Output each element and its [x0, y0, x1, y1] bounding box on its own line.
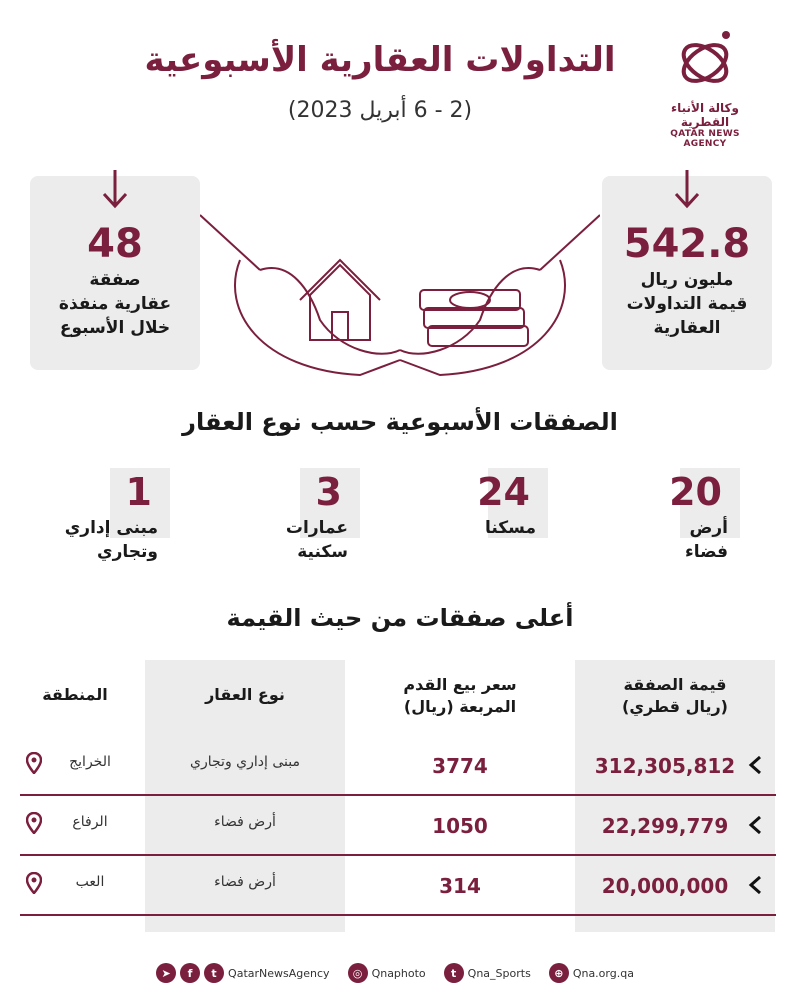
location-pin-icon — [26, 752, 42, 774]
deal-region: الخرايج — [69, 754, 111, 770]
deal-value: 312,305,812 — [594, 754, 736, 778]
deal-value: 22,299,779 — [601, 814, 729, 838]
globe-icon[interactable]: ⊕ — [549, 963, 569, 983]
social-agency[interactable] — [156, 963, 330, 983]
type-number: 20 — [669, 470, 722, 514]
social-site[interactable] — [549, 963, 634, 983]
twitter-icon[interactable]: t — [204, 963, 224, 983]
qna-logo-icon — [670, 25, 740, 95]
deal-type: أرض فضاء — [214, 814, 276, 830]
type-label-line2: وتجاري — [97, 542, 158, 562]
type-label-line1: عمارات — [285, 518, 348, 538]
deals-count-line2: عقارية منفذة — [58, 294, 172, 314]
header-price: سعر بيع القدم المربعة (ريال) — [403, 675, 517, 716]
deal-type: أرض فضاء — [214, 874, 276, 890]
header-region: المنطقة — [42, 685, 108, 704]
type-label-line1: مسكنا — [484, 518, 536, 538]
header-type: نوع العقار — [205, 685, 285, 704]
type-card-office — [20, 468, 170, 588]
type-label-line1: أرض — [689, 518, 728, 538]
location-pin-icon — [26, 872, 42, 894]
row-separator — [20, 914, 776, 916]
logo-name-ar: وكالة الأنباء القطرية — [671, 101, 739, 129]
type-label-line2: سكنية — [297, 542, 348, 562]
arrow-down-icon — [100, 170, 130, 210]
photo-handle[interactable]: Qnaphoto — [371, 966, 426, 980]
social-photo[interactable] — [348, 963, 426, 983]
header-value: قيمة الصفقة (ريال قطري) — [622, 675, 728, 716]
page-subtitle: (2 - 6 أبريل 2023) — [287, 98, 473, 123]
deal-value: 20,000,000 — [601, 874, 729, 898]
deals-count-line3: خلال الأسبوع — [59, 318, 171, 338]
facebook-icon[interactable]: f — [180, 963, 200, 983]
deals-count-box — [30, 176, 200, 370]
arrow-down-icon — [672, 170, 702, 210]
location-pin-icon — [26, 812, 42, 834]
sports-handle[interactable]: Qna_Sports — [467, 966, 531, 980]
deals-count-number: 48 — [87, 221, 143, 267]
type-number: 24 — [477, 470, 530, 514]
logo-name-en: QATAR NEWS AGENCY — [670, 129, 740, 149]
table-row — [20, 856, 776, 916]
trade-value-box — [602, 176, 772, 370]
table-row — [20, 796, 776, 856]
types-section-title: الصفقات الأسبوعية حسب نوع العقار — [182, 408, 618, 436]
deal-region: العب — [75, 874, 105, 890]
trade-value-line3: العقارية — [653, 318, 721, 338]
top-deals-table — [20, 660, 776, 935]
type-number: 1 — [125, 470, 152, 514]
telegram-icon[interactable]: ➤ — [156, 963, 176, 983]
page-title: التداولات العقارية الأسبوعية — [144, 40, 616, 80]
type-card-houses — [398, 468, 548, 588]
deal-type: مبنى إداري وتجاري — [190, 754, 300, 770]
trade-value-number: 542.8 — [623, 221, 751, 267]
deal-price: 1050 — [432, 814, 488, 838]
social-sports[interactable] — [444, 963, 531, 983]
deals-count-line1: صفقة — [89, 270, 141, 290]
type-number: 3 — [315, 470, 342, 514]
trade-value-line1: مليون ريال — [640, 270, 734, 290]
agency-handle[interactable]: QatarNewsAgency — [228, 966, 330, 980]
instagram-icon[interactable]: ◎ — [348, 963, 368, 983]
qna-logo — [650, 25, 760, 149]
table-row — [20, 736, 776, 796]
type-card-land — [590, 468, 740, 588]
twitter-icon[interactable]: t — [444, 963, 464, 983]
type-card-buildings — [210, 468, 360, 588]
deal-price: 314 — [439, 874, 481, 898]
hands-house-money-illustration — [200, 200, 600, 390]
deal-price: 3774 — [432, 754, 488, 778]
top-deals-title: أعلى صفقات من حيث القيمة — [226, 604, 574, 632]
trade-value-line2: قيمة التداولات — [626, 294, 748, 314]
type-label-line2: فضاء — [685, 542, 728, 562]
deal-region: الرفاع — [72, 814, 108, 830]
site-link[interactable]: Qna.org.qa — [572, 966, 634, 980]
type-label-line1: مبنى إداري — [64, 518, 158, 538]
social-footer — [0, 958, 800, 988]
